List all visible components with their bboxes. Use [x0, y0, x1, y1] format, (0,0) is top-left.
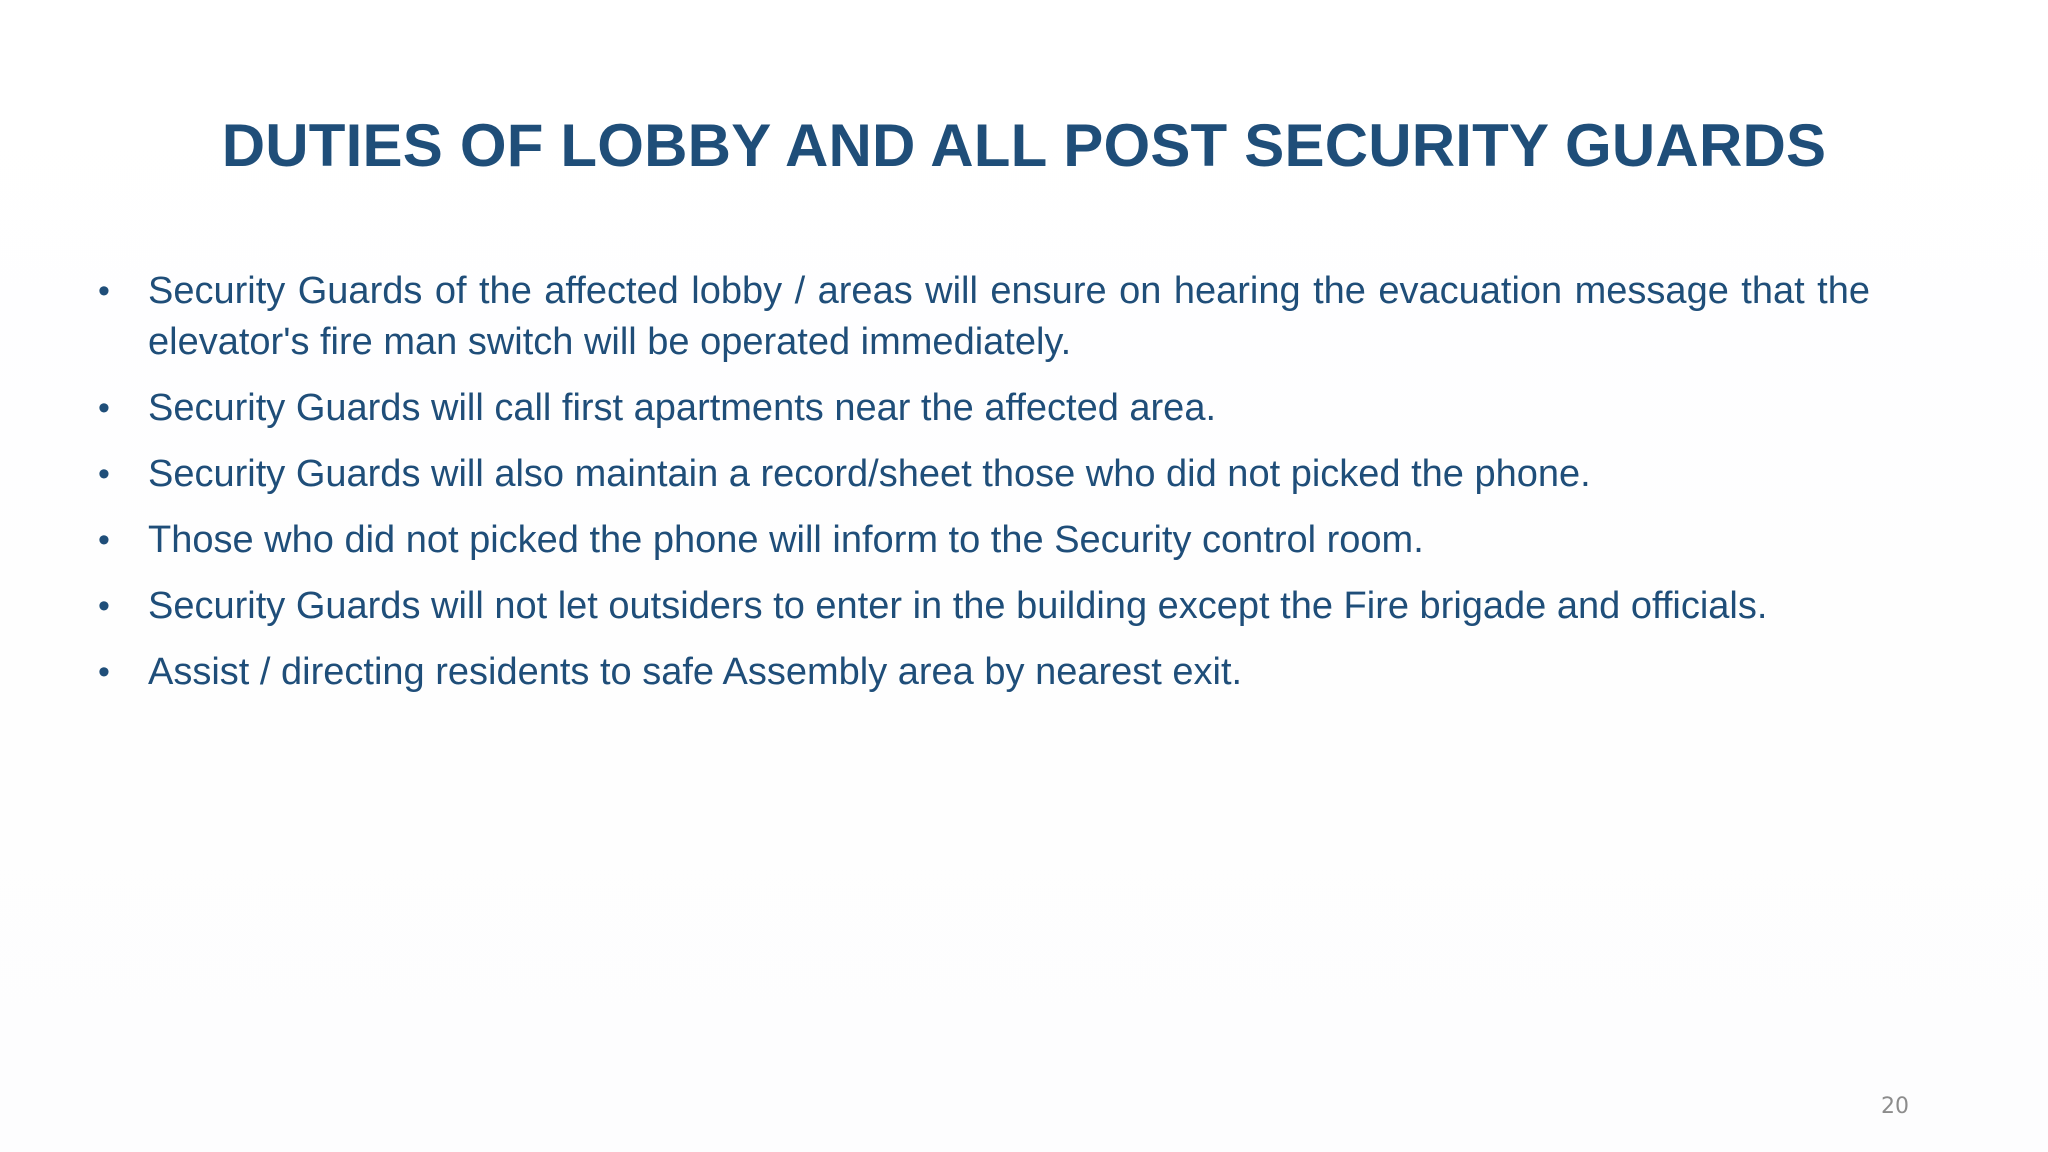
bullet-text: Security Guards will also maintain a record/sheet those who did not picked the phone. [148, 453, 1591, 495]
bullet-icon: • [98, 389, 110, 427]
bullet-icon: • [98, 455, 110, 493]
bullet-text: Security Guards of the affected lobby / areas will ensure on hearing the evacuation message that the elevator's fire man switch will be operated immediately. [148, 270, 1870, 363]
page-number: 20 [1881, 1094, 1909, 1119]
bullet-text: Security Guards will not let outsiders to enter in the building except the Fire brigade and officials. [148, 585, 1768, 627]
bullet-item [98, 647, 1870, 698]
slide-title: DUTIES OF LOBBY AND ALL POST SECURITY GUARDS [221, 112, 1827, 179]
bullet-icon: • [98, 587, 110, 625]
bullet-icon: • [98, 272, 110, 310]
bullet-item [98, 449, 1870, 500]
bullet-text: Assist / directing residents to safe Assembly area by nearest exit. [148, 651, 1243, 693]
bullet-text: Security Guards will call first apartments near the affected area. [148, 387, 1217, 429]
bullet-item [98, 383, 1870, 434]
bullet-icon: • [98, 521, 110, 559]
bullet-list [98, 266, 1870, 713]
bullet-item [98, 515, 1870, 566]
bullet-text: Those who did not picked the phone will inform to the Security control room. [148, 519, 1424, 561]
bullet-item [98, 581, 1870, 632]
bullet-icon: • [98, 653, 110, 691]
bullet-item [98, 266, 1870, 368]
